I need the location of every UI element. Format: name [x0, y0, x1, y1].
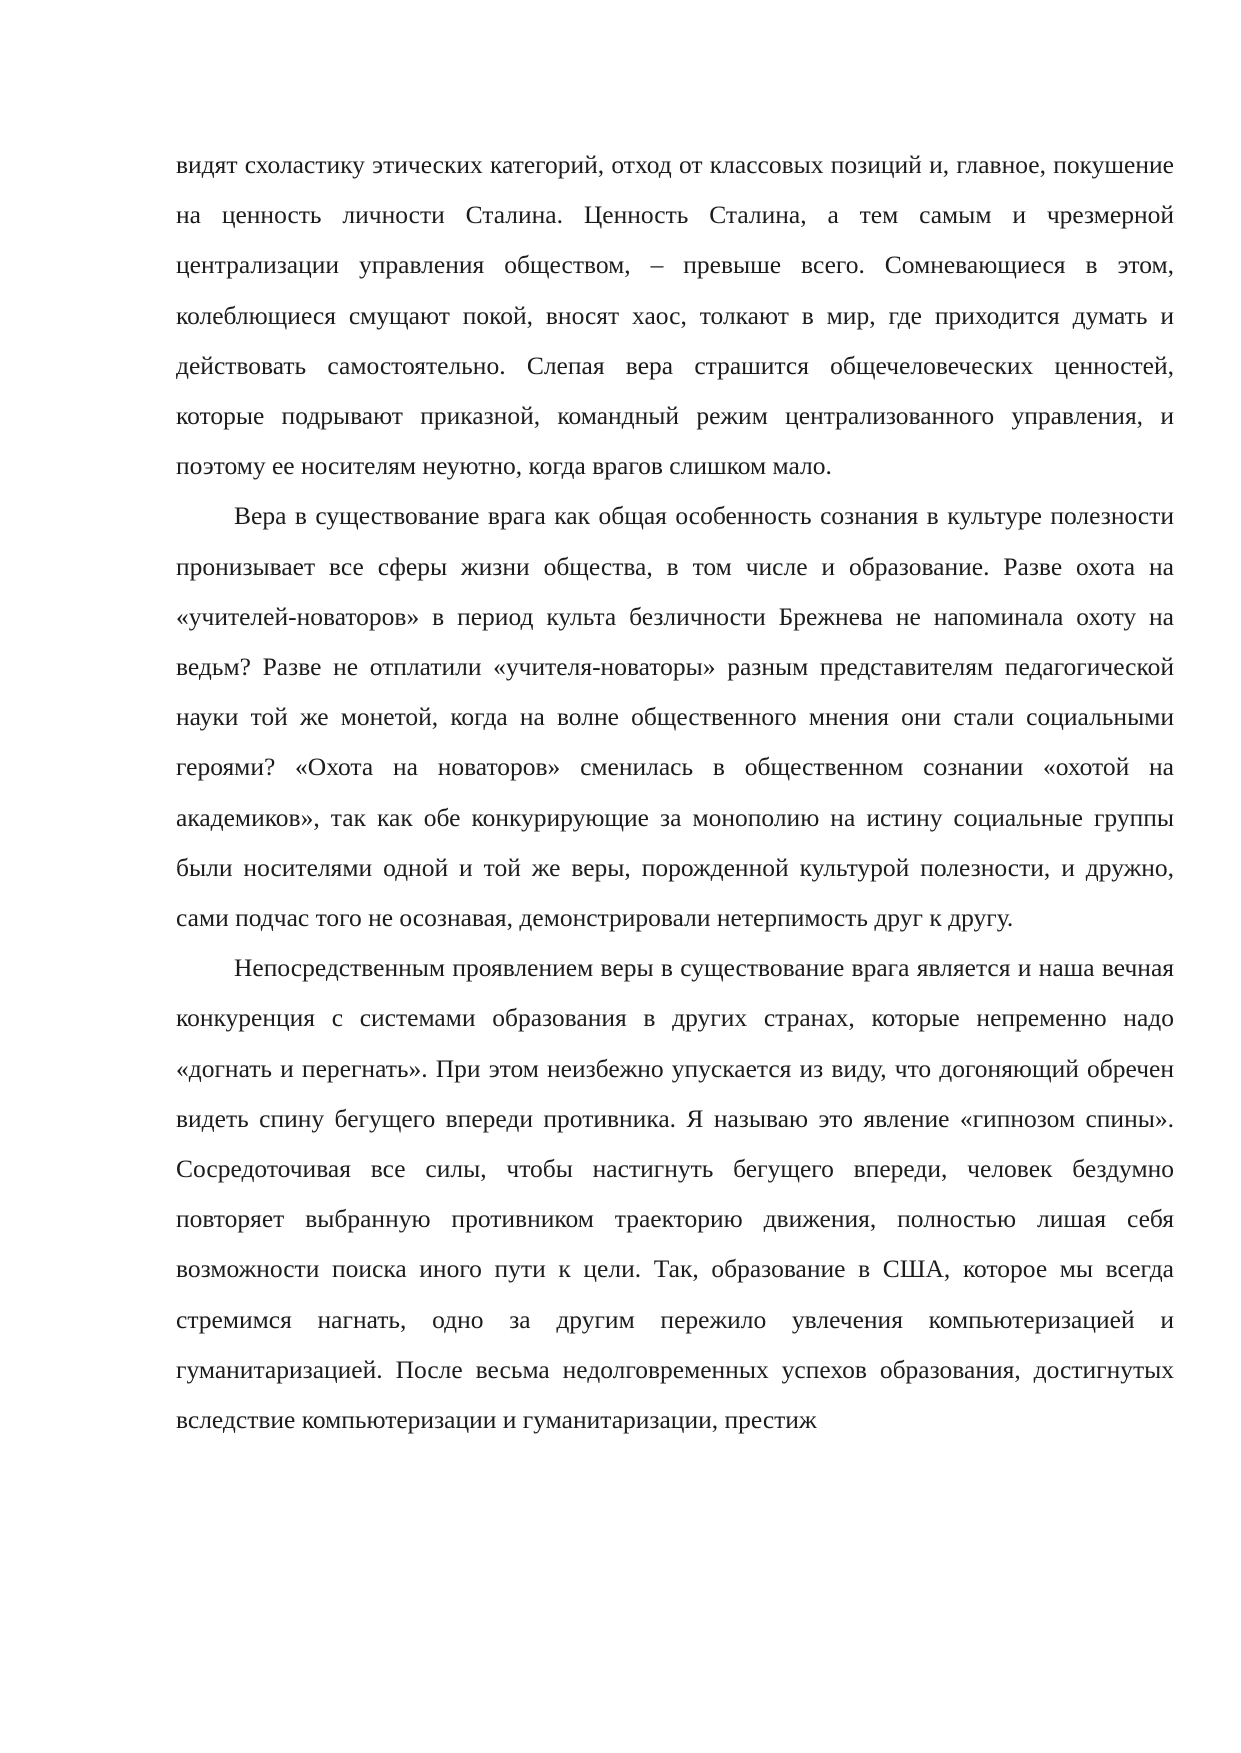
paragraph-competition: Непосредственным проявлением веры в существование врага является и наша вечная конкуренция с системами образования в других странах, которые непременно надо «догнать и перегнать». При этом неизбежно упускается из виду, что догоняющий обречен видеть спину бегущего впереди противника. Я называю это явление «гипнозом спины». Сосредоточивая все силы, чтобы настигнуть бегущего впереди, человек бездумно повторяет выбранную противником траекторию движения, полностью лишая себя возможности поиска иного пути к цели. Так, образование в США, которое мы всегда стремимся нагнать, одно за другим пережило увлечения компьютеризацией и гуманитаризацией. После весьма недолговременных успехов образования, достигнутых вследствие компьютеризации и гуманитаризации, престиж	[176, 953, 1174, 1435]
paragraph-continued: видят схоластику этических категорий, отход от классовых позиций и, главное, покушение на ценность личности Сталина. Ценность Сталина, а тем самым и чрезмерной централизации управления обществом, – превыше всего. Сомневающиеся в этом, колеблющиеся смущают покой, вносят хаос, толкают в мир, где приходится думать и действовать самостоятельно. Слепая вера страшится общечеловеческих ценностей, которые подрывают приказной, командный режим централизованного управления, и поэтому ее носителям неуютно, когда врагов слишком мало.	[176, 150, 1174, 481]
document-body	[176, 140, 1174, 1445]
paragraph-enemy-belief: Вера в существование врага как общая особенность сознания в культуре полезности пронизывает все сферы жизни общества, в том числе и образование. Разве охота на «учителей-новаторов» в период культа безличности Брежнева не напоминала охоту на ведьм? Разве не отплатили «учителя-новаторы» разным представителям педагогической науки той же монетой, когда на волне общественного мнения они стали социальными героями? «Охота на новаторов» сменилась в общественном сознании «охотой на академиков», так как обе конкурирующие за монополию на истину социальные группы были носителями одной и той же веры, порожденной культурой полезности, и дружно, сами подчас того не осознавая, демонстрировали нетерпимость друг к другу.	[176, 501, 1174, 933]
